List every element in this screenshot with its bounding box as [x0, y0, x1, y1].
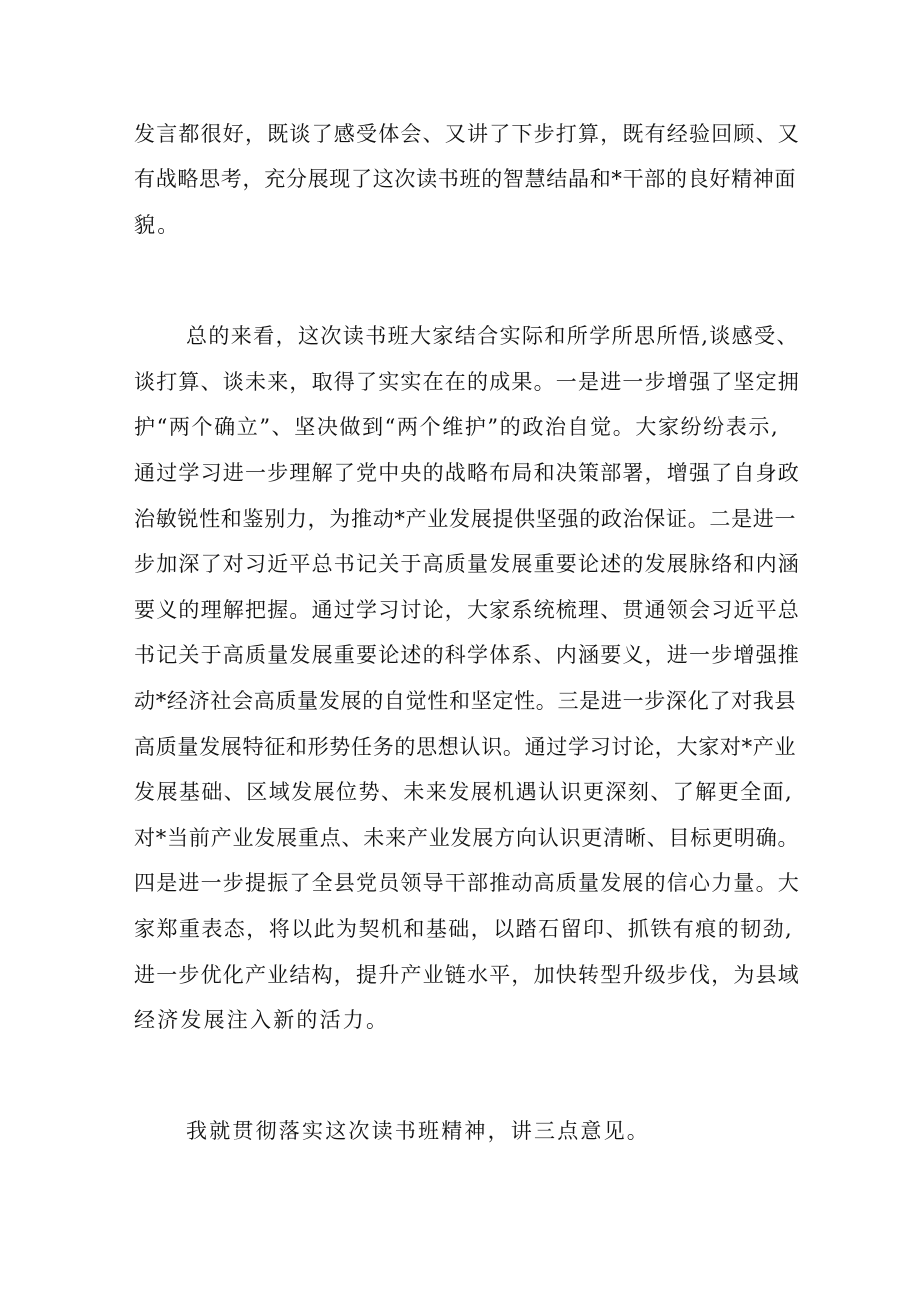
text-line: 总的来看，这次读书班大家结合实际和所学所思所悟,谈感受、: [186, 324, 799, 348]
text-line: 发言都很好，既谈了感受体会、又讲了下步打算，既有经验回顾、又: [134, 122, 800, 146]
text-line: 四是进一步提振了全县党员领导干部推动高质量发展的信心力量。大: [134, 871, 800, 895]
text-line: 护“两个确立”、坚决做到“两个维护”的政治自觉。大家纷纷表示,: [134, 415, 780, 439]
text-line: 通过学习进一步理解了党中央的战略布局和决策部署，增强了自身政: [134, 461, 800, 485]
text-line: 对*当前产业发展重点、未来产业发展方向认识更清晰、目标更明确。: [134, 826, 800, 850]
text-line: 治敏锐性和鉴别力，为推动*产业发展提供坚强的政治保证。二是进一: [134, 507, 797, 531]
text-line: 家郑重表态，将以此为契机和基础，以踏石留印、抓铁有痕的韧劲,: [134, 917, 794, 941]
text-line: 动*经济社会高质量发展的自觉性和坚定性。三是进一步深化了对我县: [134, 689, 797, 713]
text-line: 经济发展注入新的活力。: [134, 1008, 390, 1032]
text-line: 书记关于高质量发展重要论述的科学体系、内涵要义，进一步增强推: [134, 643, 800, 667]
text-line: 要义的理解把握。通过学习讨论，大家系统梳理、贯通领会习近平总: [134, 598, 800, 622]
text-line: 高质量发展特征和形势任务的思想认识。通过学习讨论，大家对*产业: [134, 735, 797, 759]
text-line: 发展基础、区域发展位势、未来发展机遇认识更深刻、了解更全面,: [134, 780, 794, 804]
text-line: 貌。: [134, 213, 181, 237]
text-line: 我就贯彻落实这次读书班精神，讲三点意见。: [186, 1119, 650, 1143]
text-line: 有战略思考，充分展现了这次读书班的智慧结晶和*干部的良好精神面: [134, 167, 797, 191]
text-line: 谈打算、谈未来，取得了实实在在的成果。一是进一步增强了坚定拥: [134, 370, 800, 394]
text-line: 步加深了对习近平总书记关于高质量发展重要论述的发展脉络和内涵: [134, 552, 800, 576]
text-line: 进一步优化产业结构，提升产业链水平，加快转型升级步伐，为县域: [134, 963, 800, 987]
